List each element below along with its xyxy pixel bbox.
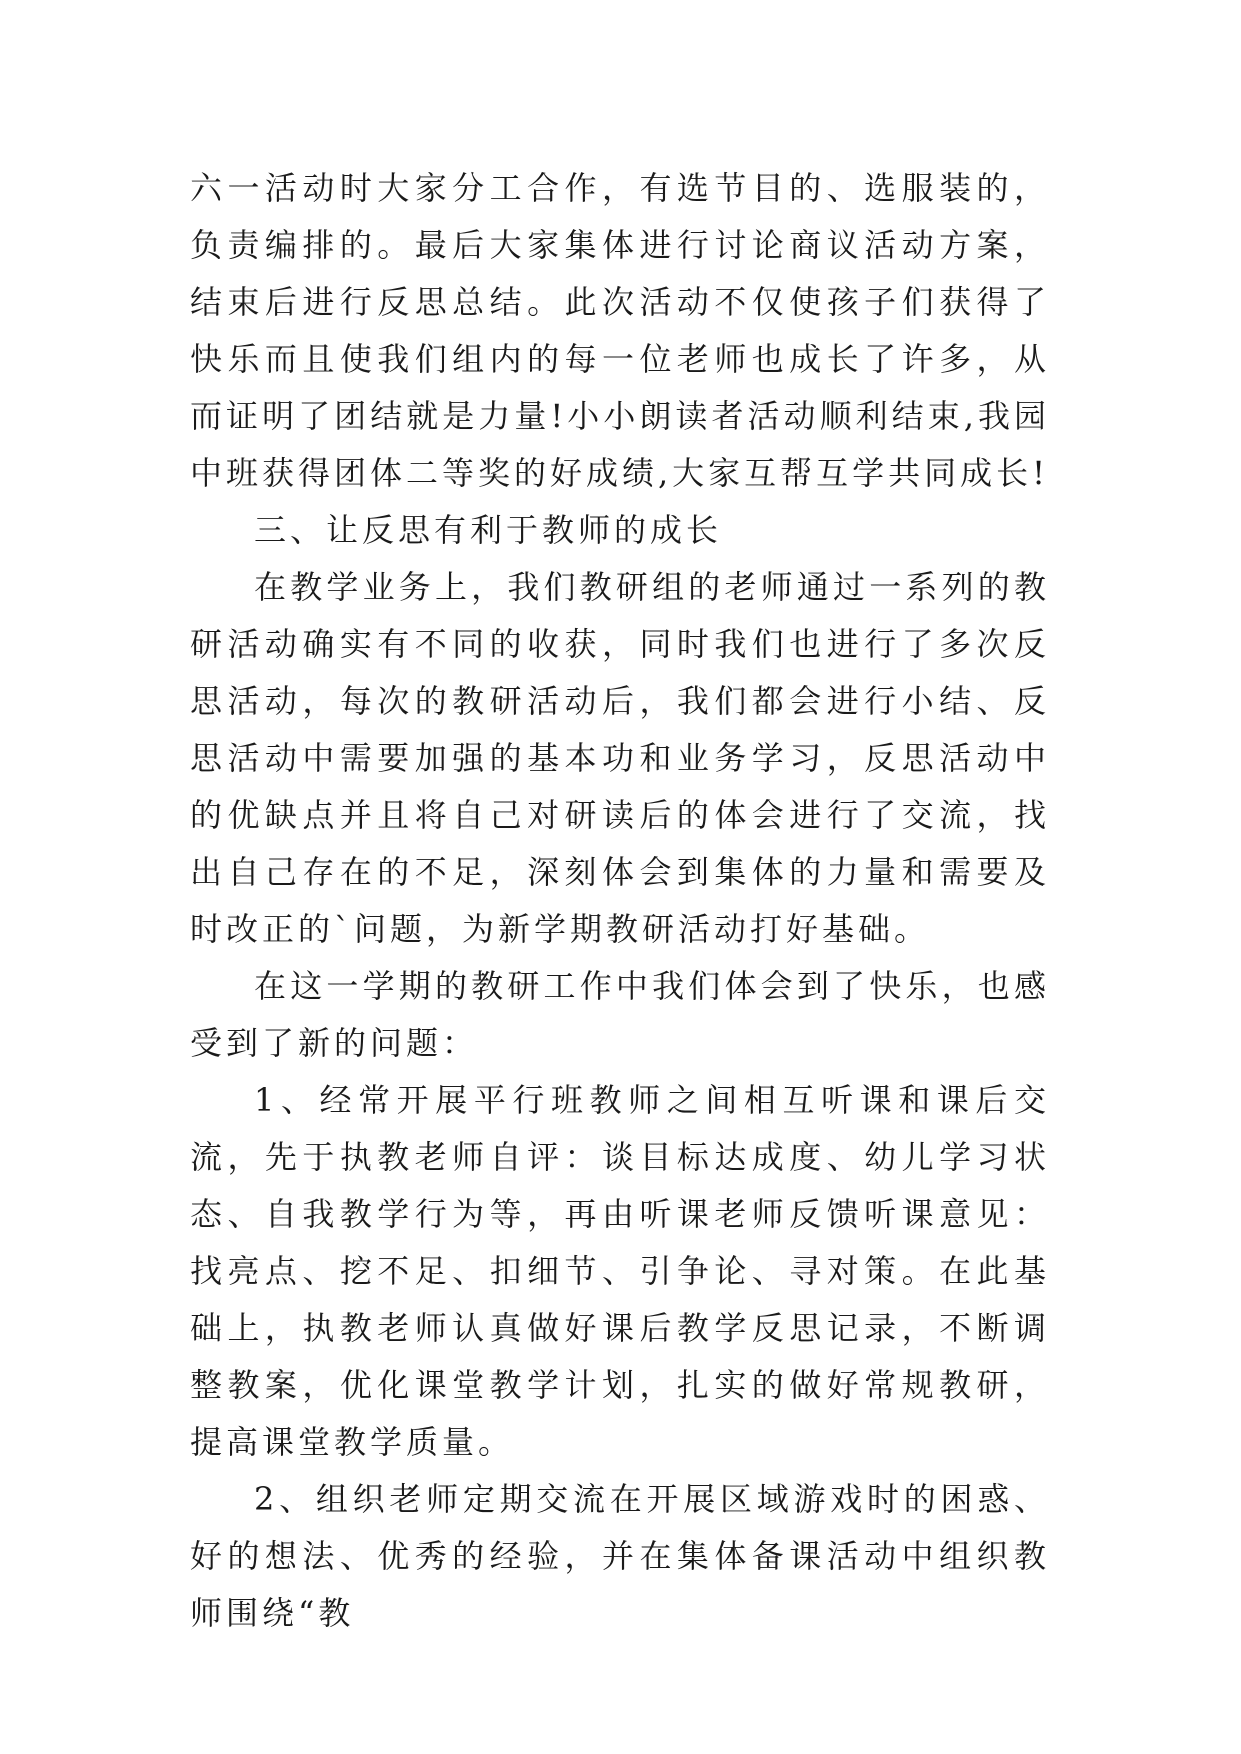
- document-body: [190, 160, 1050, 1642]
- paragraph-item-2: 2、组织老师定期交流在开展区域游戏时的困惑、好的想法、优秀的经验，并在集体备课活动中组织教师围绕“教: [190, 1480, 1050, 1632]
- paragraph-item-1: 1、经常开展平行班教师之间相互听课和课后交流，先于执教老师自评：谈目标达成度、幼儿学习状态、自我教学行为等，再由听课老师反馈听课意见：找亮点、挖不足、扣细节、引争论、寻对策。在此基础上，执教老师认真做好课后教学反思记录，不断调整教案，优化课堂教学计划，扎实的做好常规教研，提高课堂教学质量。: [190, 1081, 1050, 1461]
- paragraph-reflection: 在教学业务上，我们教研组的老师通过一系列的教研活动确实有不同的收获，同时我们也进行了多次反思活动，每次的教研活动后，我们都会进行小结、反思活动中需要加强的基本功和业务学习，反思活动中的优缺点并且将自己对研读后的体会进行了交流，找出自己存在的不足，深刻体会到集体的力量和需要及时改正的`问题，为新学期教研活动打好基础。: [190, 568, 1050, 948]
- section-heading: 三、让反思有利于教师的成长: [254, 511, 723, 549]
- paragraph-summary: 在这一学期的教研工作中我们体会到了快乐，也感受到了新的问题：: [190, 967, 1050, 1062]
- paragraph-continuation: 六一活动时大家分工合作，有选节目的、选服装的，负责编排的。最后大家集体进行讨论商议活动方案，结束后进行反思总结。此次活动不仅使孩子们获得了快乐而且使我们组内的每一位老师也成长了许多，从而证明了团结就是力量!小小朗读者活动顺利结束,我园中班获得团体二等奖的好成绩,大家互帮互学共同成长!: [190, 169, 1050, 492]
